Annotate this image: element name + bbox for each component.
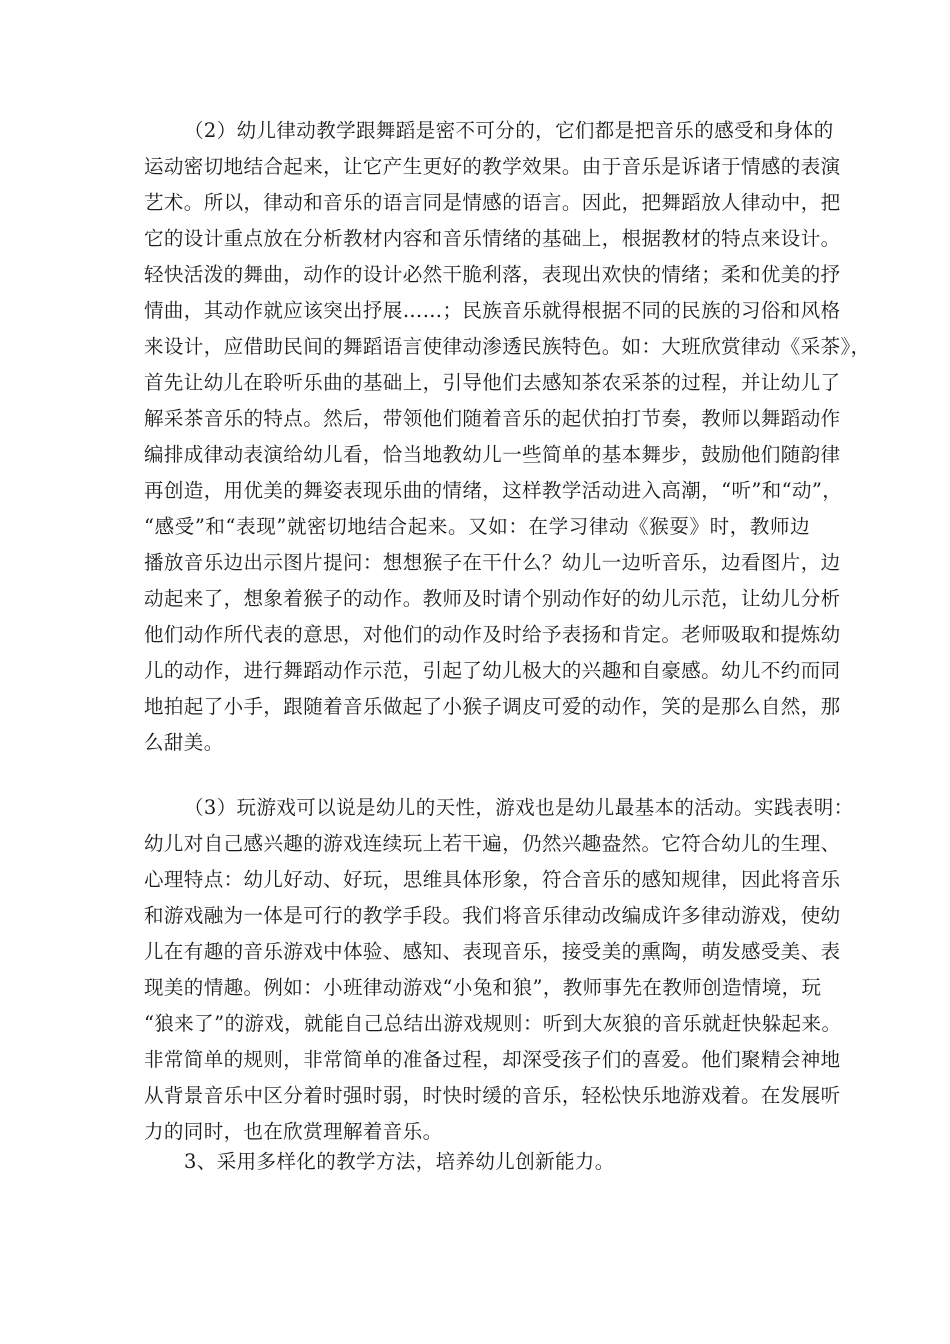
text-line: 非常简单的规则，非常简单的准备过程，却深受孩子们的喜爱。他们聚精会神地 xyxy=(144,1048,841,1071)
text-line: 儿在有趣的音乐游戏中体验、感知、表现音乐，接受美的熏陶，萌发感受美、表 xyxy=(144,940,841,963)
text-line: “狼来了”的游戏，就能自己总结出游戏规则：听到大灰狼的音乐就赶快躲起来。 xyxy=(144,1012,842,1035)
text-line: “感受”和“表现”就密切地结合起来。又如：在学习律动《猴耍》时，教师边 xyxy=(144,515,810,538)
text-line: 心理特点：幼儿好动、好玩，思维具体形象，符合音乐的感知规律，因此将音乐 xyxy=(144,868,841,891)
text-line: （2）幼儿律动教学跟舞蹈是密不可分的，它们都是把音乐的感受和身体的 xyxy=(184,119,834,142)
text-line: 地拍起了小手，跟随着音乐做起了小猴子调皮可爱的动作，笑的是那么自然，那 xyxy=(144,695,841,718)
text-line: （3）玩游戏可以说是幼儿的天性，游戏也是幼儿最基本的活动。实践表明： xyxy=(184,796,854,819)
text-line: 运动密切地结合起来，让它产生更好的教学效果。由于音乐是诉诸于情感的表演 xyxy=(144,155,841,178)
text-line: 从背景音乐中区分着时强时弱，时快时缓的音乐，轻松快乐地游戏着。在发展听 xyxy=(144,1084,841,1107)
text-line: 来设计，应借助民间的舞蹈语言使律动渗透民族特色。如：大班欣赏律动《采茶》， xyxy=(144,335,871,358)
text-line: 编排成律动表演给幼儿看，恰当地教幼儿一些简单的基本舞步，鼓励他们随韵律 xyxy=(144,443,841,466)
section-heading-3 xyxy=(144,1144,810,1180)
text-line: 儿的动作，进行舞蹈动作示范，引起了幼儿极大的兴趣和自豪感。幼儿不约而同 xyxy=(144,659,841,682)
text-line: 力的同时，也在欣赏理解着音乐。 xyxy=(144,1120,443,1143)
text-line: 么甜美。 xyxy=(144,731,224,754)
text-line: 他们动作所代表的意思，对他们的动作及时给予表扬和肯定。老师吸取和提炼幼 xyxy=(144,623,841,646)
text-line: 现美的情趣。例如：小班律动游戏“小兔和狼”，教师事先在教师创造情境，玩 xyxy=(144,976,822,999)
text-line: 解采茶音乐的特点。然后，带领他们随着音乐的起伏拍打节奏，教师以舞蹈动作 xyxy=(144,407,841,430)
text-line: 播放音乐边出示图片提问：想想猴子在干什么？幼儿一边听音乐，边看图片，边 xyxy=(144,551,841,574)
text-line: 轻快活泼的舞曲，动作的设计必然干脆利落，表现出欢快的情绪；柔和优美的抒 xyxy=(144,263,841,286)
text-line: 艺术。所以，律动和音乐的语言同是情感的语言。因此，把舞蹈放人律动中，把 xyxy=(144,191,841,214)
text-line: 和游戏融为一体是可行的教学手段。我们将音乐律动改编成许多律动游戏，使幼 xyxy=(144,904,841,927)
paragraph-game xyxy=(144,790,854,1150)
text-line: 首先让幼儿在聆听乐曲的基础上，引导他们去感知茶农采茶的过程，并让幼儿了 xyxy=(144,371,841,394)
text-line: 动起来了，想象着猴子的动作。教师及时请个别动作好的幼儿示范，让幼儿分析 xyxy=(144,587,841,610)
text-line: 3、采用多样化的教学方法，培养幼儿创新能力。 xyxy=(184,1150,615,1173)
text-line: 它的设计重点放在分析教材内容和音乐情绪的基础上，根据教材的特点来设计。 xyxy=(144,227,841,250)
paragraph-rhythm-dance xyxy=(144,113,871,761)
text-line: 再创造，用优美的舞姿表现乐曲的情绪，这样教学活动进入高潮，“听”和“动”， xyxy=(144,479,843,502)
text-line: 情曲，其动作就应该突出抒展……；民族音乐就得根据不同的民族的习俗和风格 xyxy=(144,299,841,322)
text-line: 幼儿对自己感兴趣的游戏连续玩上若干遍，仍然兴趣盎然。它符合幼儿的生理、 xyxy=(144,832,841,855)
